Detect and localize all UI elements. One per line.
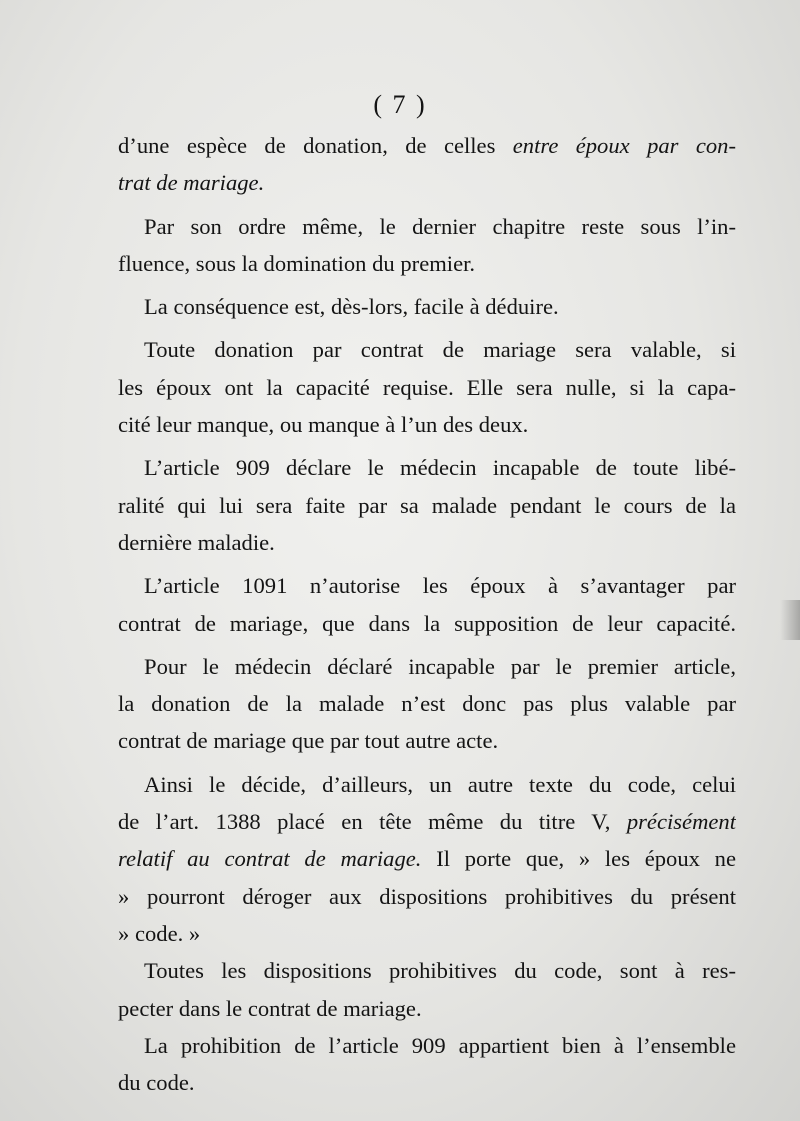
text-line: Ainsi le décide, d’ailleurs, un autre texte du code, celui [144,771,736,797]
text-line: contrat de mariage, que dans la supposition de leur capacité. [118,610,736,636]
text-line: Pour le médecin déclaré incapable par le premier article, [144,653,736,679]
text-run: de l’art. 1388 placé en tête même du titre V, [118,809,611,835]
text-line: Toutes les dispositions prohibitives du code, sont à res- [144,958,736,984]
text-line: » pourront déroger aux dispositions prohibitives du présent [118,883,736,909]
page-number: ( 7 ) [373,90,427,119]
text-line: fluence, sous la domination du premier. [118,250,476,276]
text-line: cité leur manque, ou manque à l’un des deux. [118,412,529,438]
text-line [118,127,736,164]
text-line: » code. » [118,920,201,946]
text-line: contrat de mariage que par tout autre acte. [118,728,499,754]
text-line: dernière maladie. [118,529,275,555]
italic-text: trat de mariage. [118,170,265,196]
text-run: d’une espèce de donation, de celles [118,133,496,158]
text-line [118,164,736,201]
italic-text: relatif au contrat de mariage. [118,846,422,872]
italic-text: précisément [626,809,736,835]
text-line [118,840,736,877]
page-edge-shadow [780,600,800,640]
text-line: ralité qui lui sera faite par sa malade pendant le cours de la [118,492,736,518]
text-line: La conséquence est, dès-lors, facile à déduire. [144,294,559,320]
text-line: Par son ordre même, le dernier chapitre reste sous l’in- [144,213,736,239]
text-line: La prohibition de l’article 909 appartient bien à l’ensemble [144,1032,736,1058]
text-line: Toute donation par contrat de mariage sera valable, si [144,337,736,363]
text-line: L’article 909 déclare le médecin incapable de toute libé- [144,455,736,481]
text-line: la donation de la malade n’est donc pas plus valable par [118,691,736,717]
text-line: du code. [118,1070,195,1096]
text-line: les époux ont la capacité requise. Elle sera nulle, si la capa- [118,374,736,400]
text-run: Il porte que, » les époux ne [436,846,736,872]
italic-text: entre époux par con- [512,133,736,158]
text-line: pecter dans le contrat de mariage. [118,995,422,1021]
text-line: L’article 1091 n’autorise les époux à s’avantager par [144,573,736,599]
text-line [118,803,736,840]
body-text [118,127,736,1101]
